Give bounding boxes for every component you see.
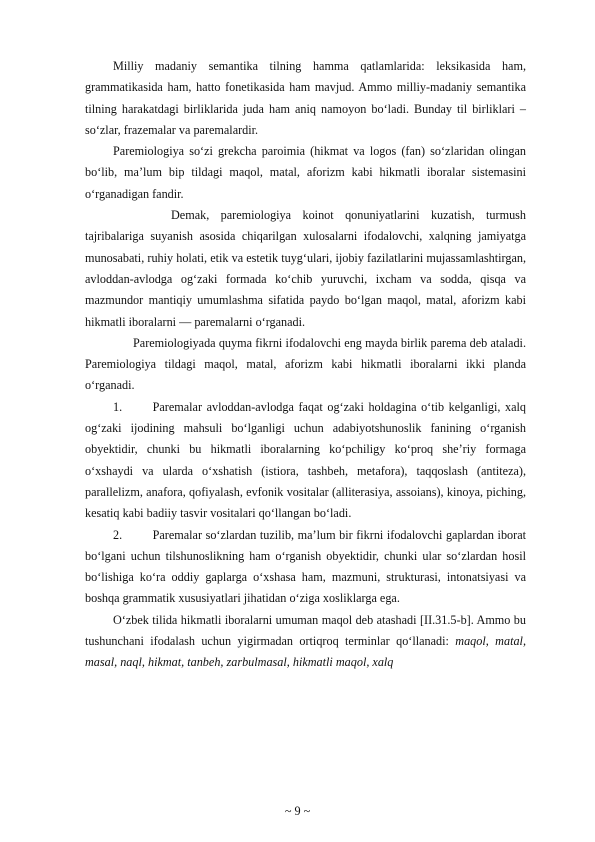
paragraph-4: Paremiologiyada quyma fikrni ifodalovchi eng mayda birlik parema deb ataladi. Paremiologiya tildagi maqol, matal, aforizm kabi hikmatli iboralarni ikki planda o‘rganadi. bbox=[85, 335, 526, 393]
list-item-1 bbox=[85, 397, 526, 525]
list-item-1-text: Paremalar avloddan-avlodga faqat og‘zaki holdagina o‘tib kelganligi, xalq og‘zaki ijodining mahsuli bo‘lganligi uchun adabiyotshunoslik fanining o‘rganish obyektidir, chunki bu hikmatli iboralarning ko‘pchiligy ko‘proq she’riy formaga o‘xshaydi va ularda o‘xshatish (istiora, tashbeh, metafora), taqqoslash (antiteza), parallelizm, anafora, qofiyalash, evfonik vositalar (alliterasiya, assoians), kinoya, piching, kesatiq kabi badiiy tasvir vositalari qo‘llangan bo‘ladi. bbox=[85, 399, 526, 521]
italic-terms: maqol, matal, masal, naql, hikmat, tanbeh, zarbulmasal, hikmatli maqol, xalq bbox=[85, 634, 526, 670]
paragraph-7-text: O‘zbek tilida hikmatli iboralarni umuman maqol deb atashadi [II.31.5-b]. Ammo bu tushunchani ifodalash uchun yigirmadan ortiqroq terminlar qo‘llanadi: bbox=[85, 612, 526, 649]
paragraph-1: Milliy madaniy semantika tilning hamma qatlamlarida: leksikasida ham, grammatikasida ham, hatto fonetikasida ham mavjud. Ammo milliy-madaniy semantika tilning harakatdagi birliklarida juda ham aniq namoyon bo‘ladi. Bunday til birliklari – so‘zlar, frazemalar va paremalardir. bbox=[85, 59, 526, 137]
list-item-2 bbox=[85, 525, 526, 610]
list-item-2-text: Paremalar so‘zlardan tuzilib, ma’lum bir fikrni ifodalovchi gaplardan iborat bo‘lgani uchun tilshunoslikning ham o‘rganish obyektidir, chunki ular so‘zlardan hosil bo‘lishiga ko‘ra oddiy gaplarga o‘xshasa ham, mazmuni, strukturasi, intonatsiyasi va boshqa grammatik xususiyatlari jihatidan o‘ziga xosliklarga ega. bbox=[85, 527, 526, 606]
list-number-2: 2. bbox=[113, 527, 123, 542]
paragraph-3: Demak, paremiologiya koinot qonuniyatlarini kuzatish, turmush tajribalariga suyanish asosida chiqarilgan xulosalarni ifodalovchi, xalqning jamiyatga munosabati, ruhiy holati, etik va estetik tuyg‘ulari, ijobiy fazilatlarini mujassamlashtirgan, avloddan-avlodga og‘zaki formada ko‘chib yuruvchi, ixcham va sodda, qisqa va mazmundor mantiqiy umumlashma sifatida paydo bo‘lgan maqol, matal, aforizm kabi hikmatli iboralarni — paremalarni o‘rganadi. bbox=[85, 208, 526, 329]
document-body bbox=[85, 56, 526, 674]
paragraph-2: Paremiologiya so‘zi grekcha paroimia (hikmat va logos (fan) so‘zlaridan olingan bo‘lib, ma’lum bip tildagi maqol, matal, aforizm kabi hikmatli iboralar sistemasini o‘rganadigan fandir. bbox=[85, 144, 526, 201]
paragraph-7 bbox=[85, 610, 526, 674]
list-number-1: 1. bbox=[113, 399, 123, 414]
page-number: ~ 9 ~ bbox=[284, 804, 311, 818]
